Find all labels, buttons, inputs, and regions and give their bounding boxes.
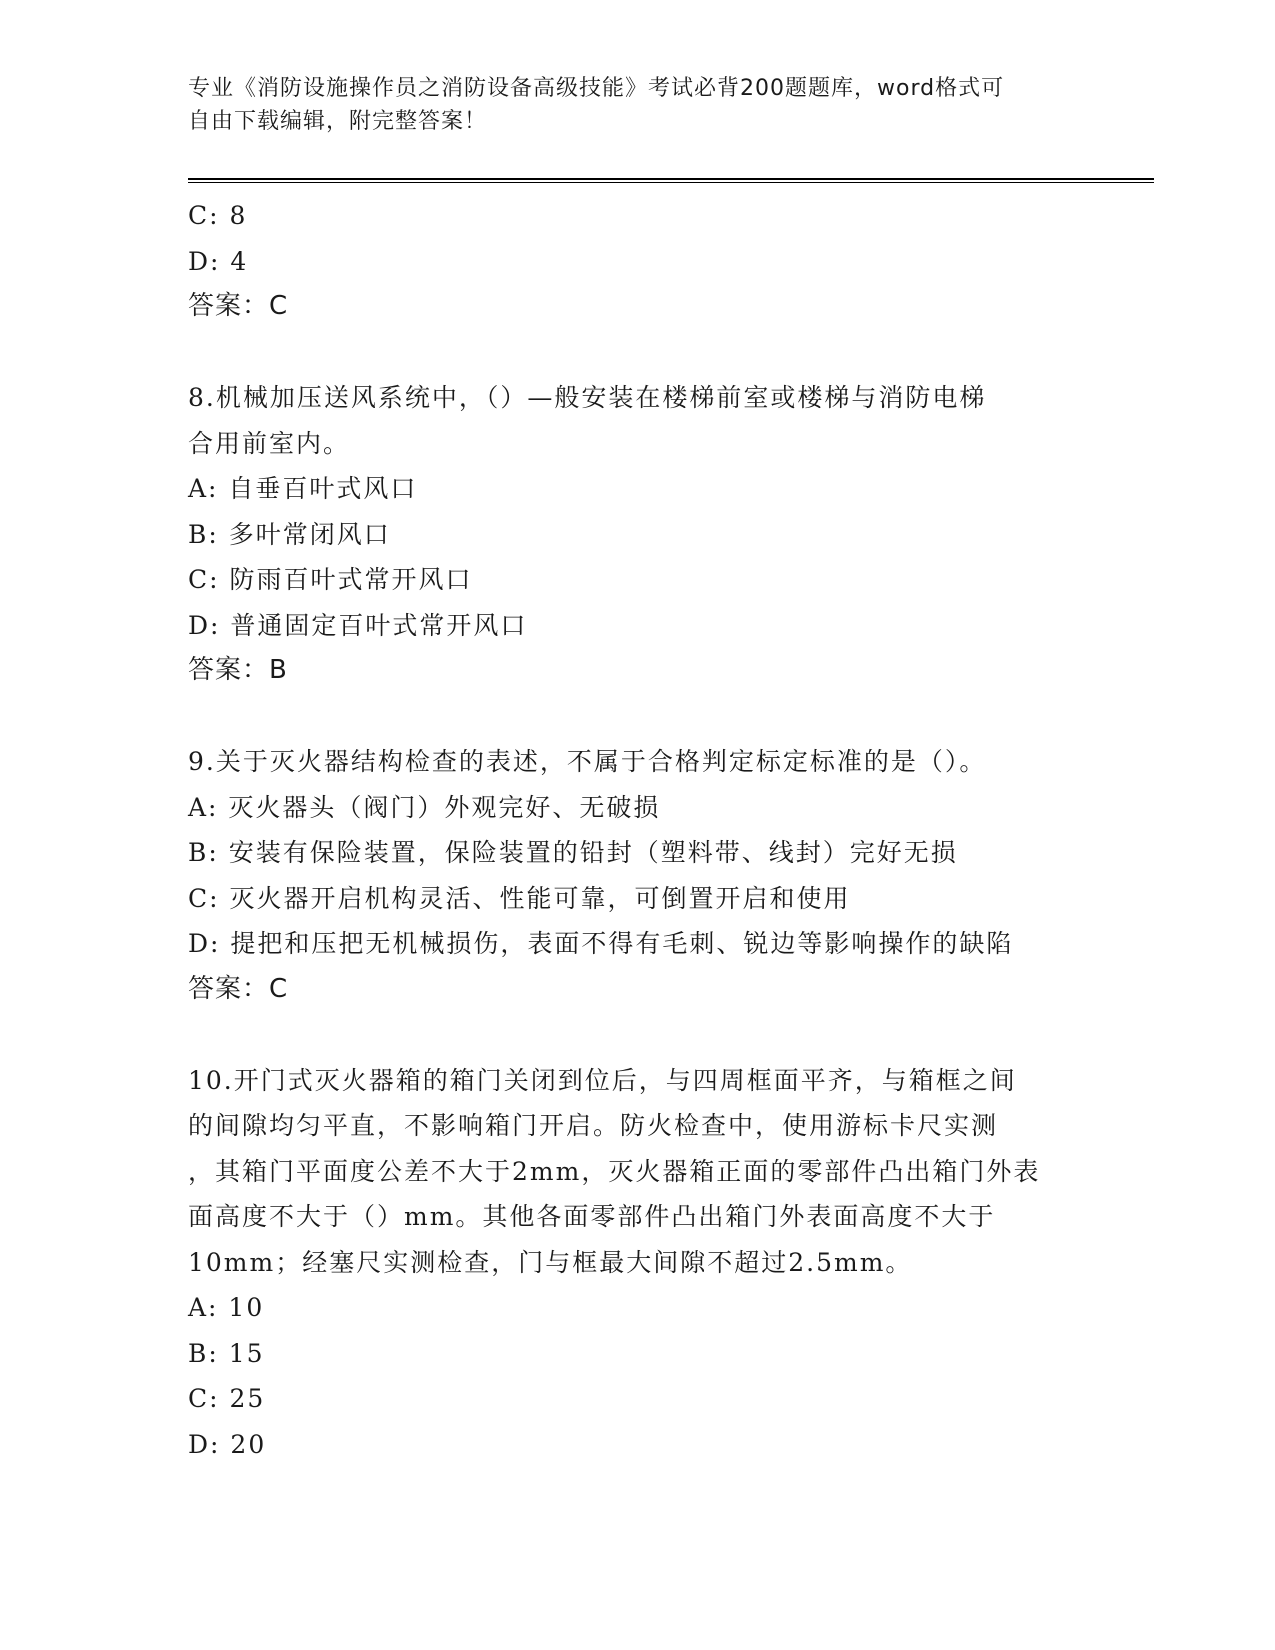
option-line: D: 4	[188, 246, 249, 276]
option-line: C: 8	[188, 201, 248, 230]
option-line: A: 自垂百叶式风口	[188, 474, 418, 503]
option-line: B: 多叶常闭风口	[188, 519, 391, 549]
question-text-line: 8.机械加压送风系统中，（）—般安装在楼梯前室或楼梯与消防电梯	[188, 383, 987, 412]
spacer	[188, 1012, 1108, 1058]
option-line: A: 10	[188, 1293, 265, 1322]
question-text-line: 9.关于灭火器结构检查的表述，不属于合格判定标定标准的是（）。	[188, 747, 987, 776]
answer-line: 答案：C	[188, 291, 289, 321]
question-text-line: 的间隙均匀平直，不影响箱门开启。防火检查中，使用游标卡尺实测	[188, 1111, 999, 1140]
option-line: D: 提把和压把无机械损伤，表面不得有毛刺、锐边等影响操作的缺陷	[188, 929, 1014, 958]
spacer	[188, 330, 1108, 376]
answer-line: 答案：C	[188, 973, 289, 1004]
answer-line: 答案：B	[188, 655, 288, 685]
option-line: C: 25	[188, 1384, 266, 1413]
question-content	[188, 193, 1108, 1467]
question-text-line: 合用前室内。	[188, 428, 351, 458]
option-line: C: 防雨百叶式常开风口	[188, 565, 473, 594]
question-text-line: 面高度不大于（）mm。其他各面零部件凸出箱门外表面高度不大于	[188, 1202, 996, 1231]
question-text-line: ，其箱门平面度公差不大于2mm，灭火器箱正面的零部件凸出箱门外表	[188, 1156, 1041, 1186]
option-line: D: 普通固定百叶式常开风口	[188, 610, 528, 640]
question-text-line: 10mm；经塞尺实测检查，门与框最大间隙不超过2.5mm。	[188, 1247, 913, 1277]
header-divider-thin	[188, 182, 1154, 183]
option-line: C: 灭火器开启机构灵活、性能可靠，可倒置开启和使用	[188, 883, 851, 913]
question-text-line: 10.开门式灭火器箱的箱门关闭到位后，与四周框面平齐，与箱框之间	[188, 1065, 1017, 1095]
header-divider-thick	[188, 178, 1154, 180]
option-line: D: 20	[188, 1429, 267, 1459]
spacer	[188, 694, 1108, 740]
option-line: B: 安装有保险装置，保险装置的铅封（塑料带、线封）完好无损	[188, 838, 958, 867]
option-line: B: 15	[188, 1338, 265, 1368]
option-line: A: 灭火器头（阀门）外观完好、无破损	[188, 792, 661, 822]
document-header: 专业《消防设施操作员之消防设备高级技能》考试必背200题题库，word格式可 自由下载编辑，附完整答案！	[188, 76, 1005, 134]
